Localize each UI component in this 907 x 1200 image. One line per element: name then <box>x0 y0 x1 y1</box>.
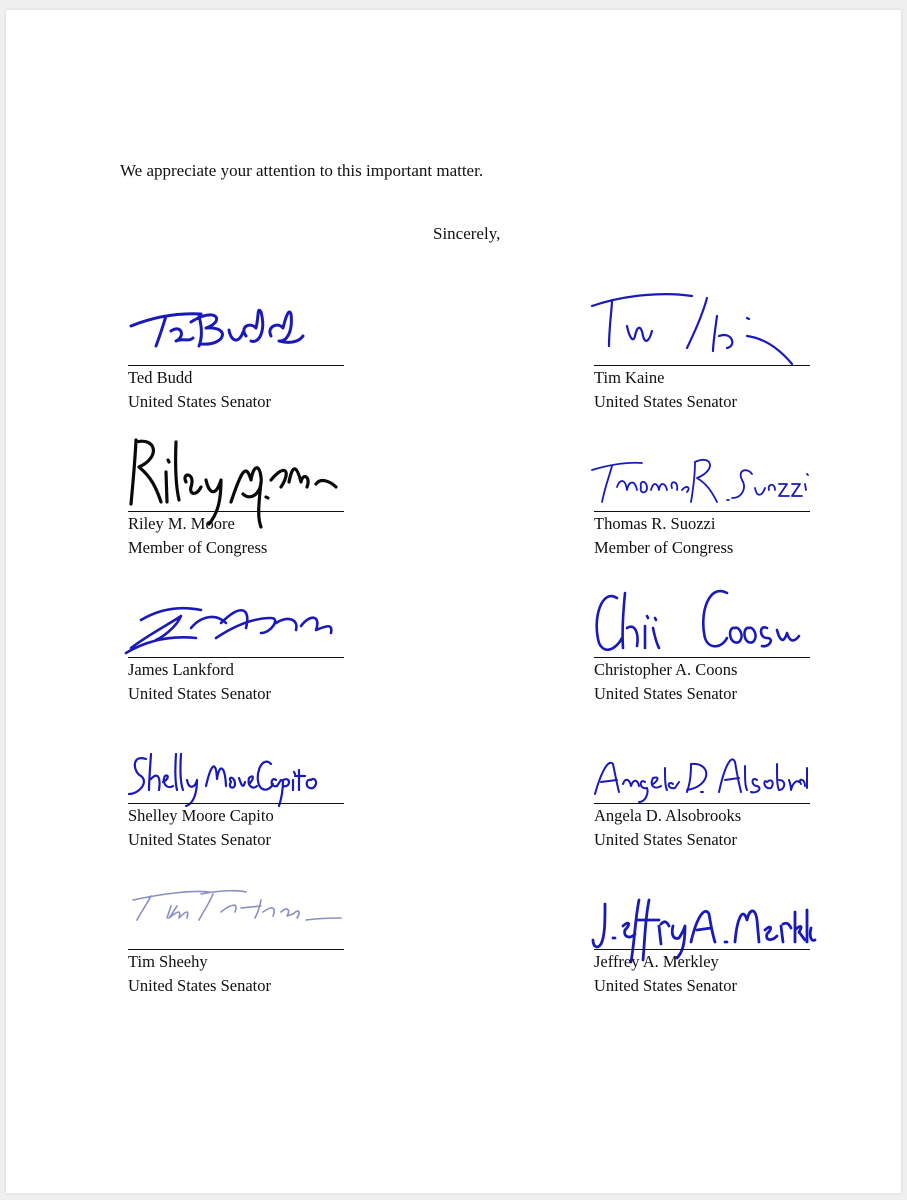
signature-line <box>594 949 810 950</box>
signatory-name: Shelley Moore Capito <box>128 806 274 825</box>
signature-tim-kaine <box>587 286 817 381</box>
signature-line <box>594 365 810 366</box>
signature-block-tim-sheehy <box>121 870 351 1010</box>
signature-block-ted-budd <box>121 286 351 426</box>
signatory-title: United States Senator <box>128 392 271 411</box>
signature-shelley-moore-capito <box>121 724 351 819</box>
signatory-title: United States Senator <box>594 976 737 995</box>
signatory-name: Ted Budd <box>128 368 193 387</box>
signature-line <box>128 803 344 804</box>
signature-block-tim-kaine <box>587 286 817 426</box>
signature-tim-sheehy <box>121 870 351 965</box>
signature-block-thomas-suozzi <box>587 432 817 572</box>
signatory-name: Jeffrey A. Merkley <box>594 952 719 971</box>
signature-line <box>128 949 344 950</box>
signature-line <box>128 365 344 366</box>
signature-ted-budd <box>121 286 351 381</box>
signatory-title: United States Senator <box>594 830 737 849</box>
signatory-title: United States Senator <box>594 392 737 411</box>
signatory-title: United States Senator <box>128 684 271 703</box>
signatory-title: United States Senator <box>128 976 271 995</box>
signature-line <box>128 657 344 658</box>
signature-angela-alsobrooks <box>587 724 817 819</box>
signatory-title: United States Senator <box>128 830 271 849</box>
signatory-title: United States Senator <box>594 684 737 703</box>
signature-thomas-suozzi <box>587 432 817 527</box>
signatory-name: Tim Sheehy <box>128 952 208 971</box>
valediction: Sincerely, <box>433 224 501 243</box>
signature-line <box>128 511 344 512</box>
signature-block-jeffrey-merkley <box>587 870 817 1010</box>
signatory-title: Member of Congress <box>128 538 268 557</box>
signature-block-christopher-coons <box>587 578 817 718</box>
signature-line <box>594 511 810 512</box>
signatory-name: Thomas R. Suozzi <box>594 514 716 533</box>
signatory-name: Angela D. Alsobrooks <box>594 806 742 825</box>
signature-james-lankford <box>121 578 351 673</box>
signature-line <box>594 657 810 658</box>
signature-jeffrey-merkley <box>587 870 817 965</box>
signature-christopher-coons <box>587 578 817 673</box>
signatory-name: James Lankford <box>128 660 234 679</box>
signatory-name: Riley M. Moore <box>128 514 235 533</box>
signatory-name: Tim Kaine <box>594 368 665 387</box>
signatory-name: Christopher A. Coons <box>594 660 738 679</box>
closing-sentence: We appreciate your attention to this important matter. <box>120 161 484 180</box>
signature-riley-moore <box>121 432 351 527</box>
signature-block-riley-moore <box>121 432 351 572</box>
letter-page <box>6 10 901 1193</box>
signature-line <box>594 803 810 804</box>
signature-block-shelley-moore-capito <box>121 724 351 864</box>
signature-block-james-lankford <box>121 578 351 718</box>
signatory-title: Member of Congress <box>594 538 734 557</box>
signature-block-angela-alsobrooks <box>587 724 817 864</box>
